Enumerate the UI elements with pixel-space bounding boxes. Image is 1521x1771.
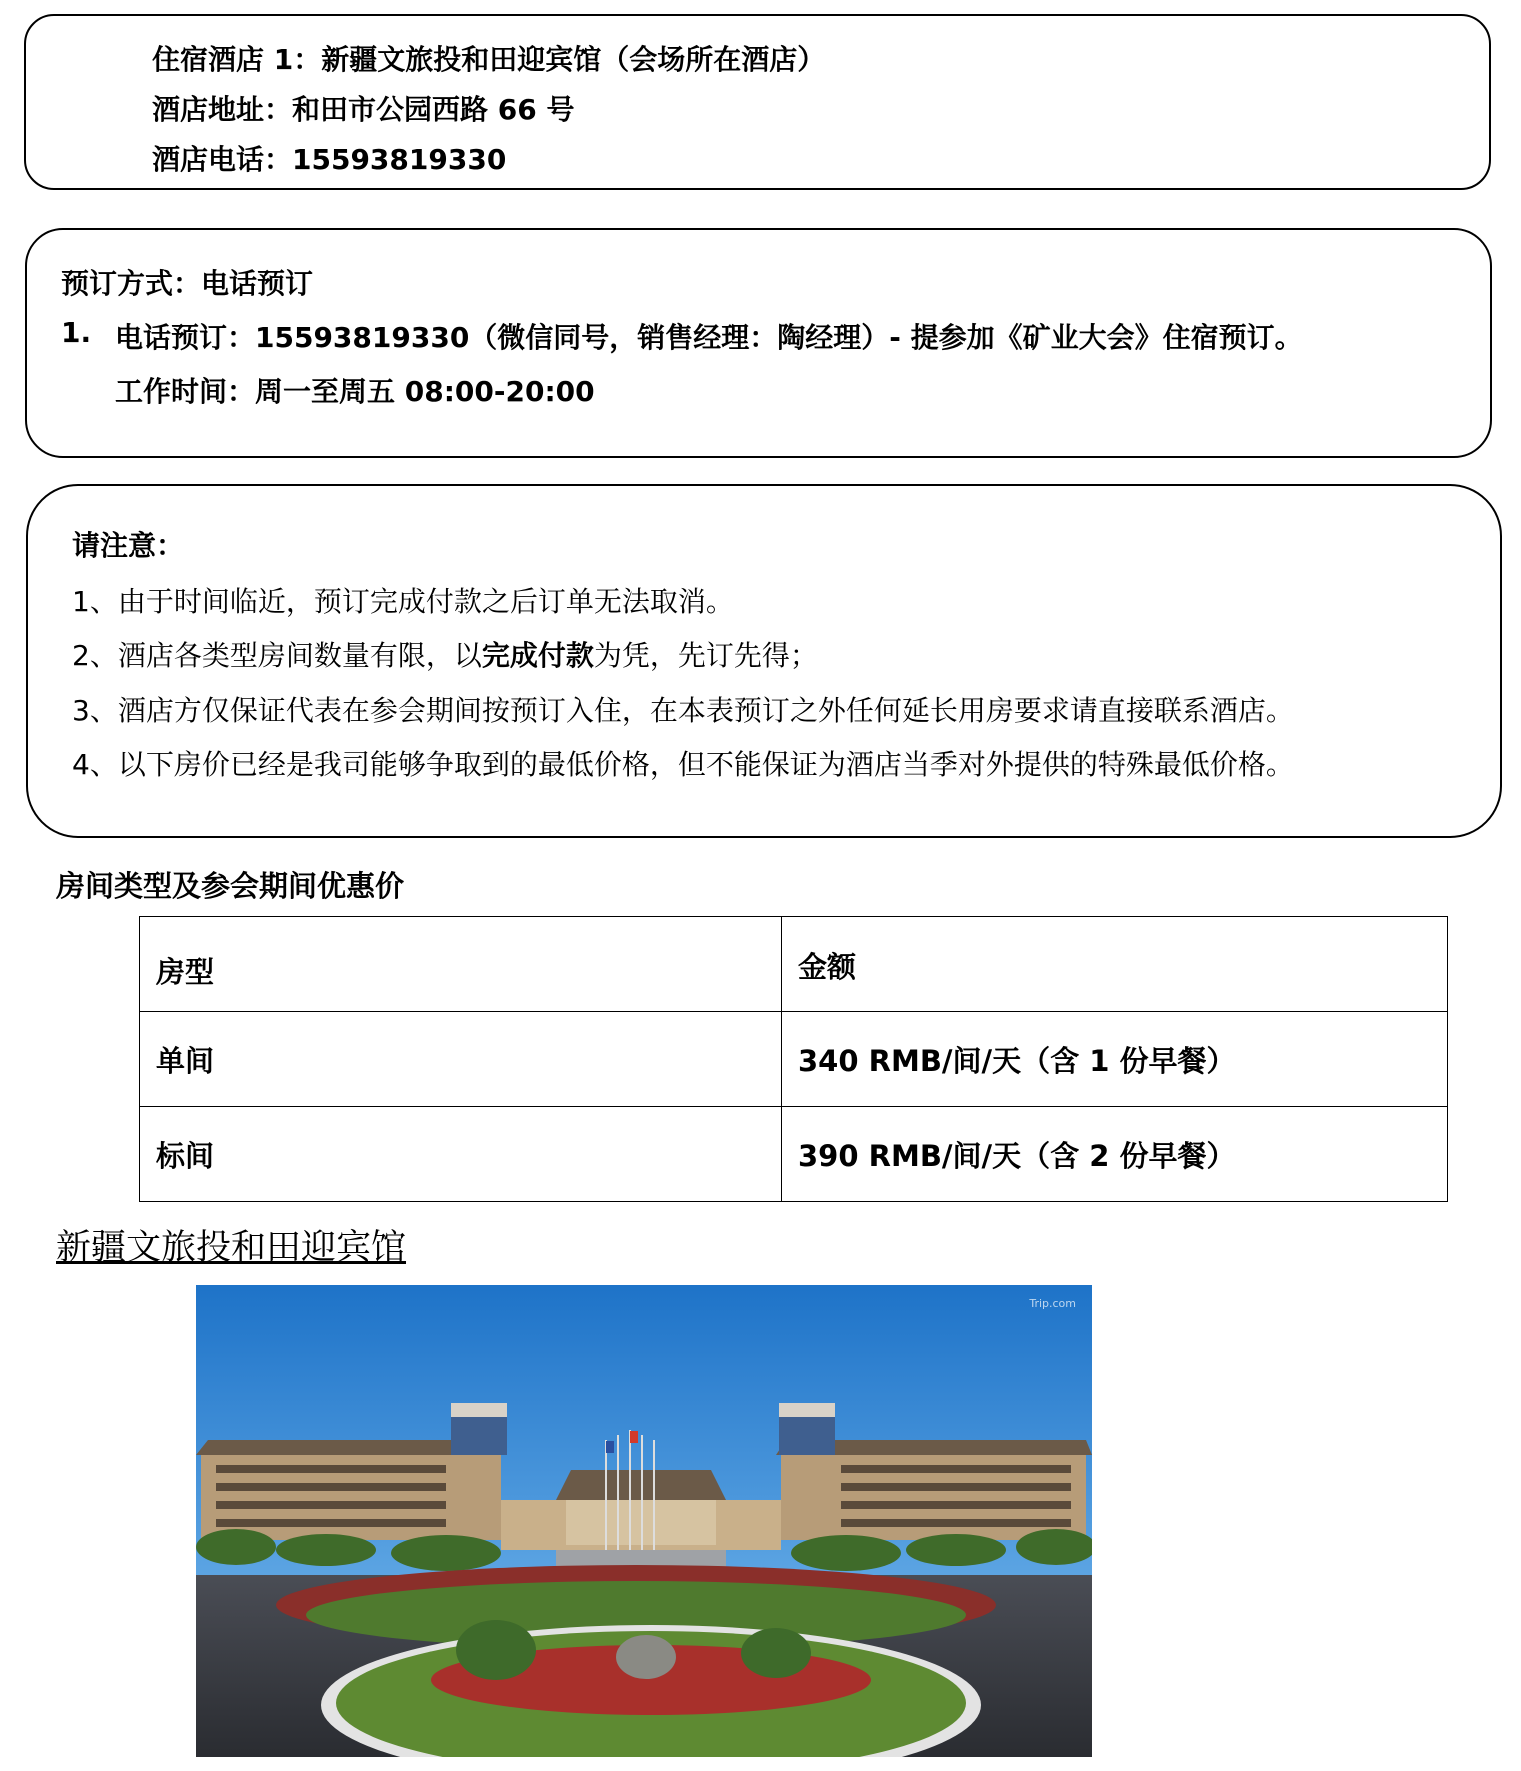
booking-phone-line: 电话预订：15593819330（微信同号，销售经理：陶经理）- 提参加《矿业大会》住宿预订。 <box>115 321 1303 354</box>
room-price-cell: 340 RMB/间/天（含 1 份早餐） <box>782 1012 1448 1107</box>
hotel-building-photo <box>196 1285 1092 1757</box>
booking-hours-line: 工作时间：周一至周五 08:00-20:00 <box>115 375 595 408</box>
hotel-phone-line: 酒店电话：15593819330 <box>152 143 507 176</box>
notice-item-2-pre: 2、酒店各类型房间数量有限，以 <box>72 639 482 672</box>
room-price-table <box>139 916 1448 1202</box>
hotel-address-line: 酒店地址：和田市公园西路 66 号 <box>152 93 575 126</box>
notice-item-2 <box>72 634 818 674</box>
notice-item-2-bold: 完成付款 <box>481 639 594 672</box>
notice-item-3: 3、酒店方仅保证代表在参会期间按预订入住，在本表预订之外任何延长用房要求请直接联系酒店。 <box>72 694 1294 727</box>
header-room-type: 房型 <box>140 917 782 1012</box>
table-row <box>140 1012 1448 1107</box>
table-row <box>140 1107 1448 1202</box>
room-type-cell: 标间 <box>140 1107 782 1202</box>
room-price-cell: 390 RMB/间/天（含 2 份早餐） <box>782 1107 1448 1202</box>
notice-item-1: 1、由于时间临近，预订完成付款之后订单无法取消。 <box>72 585 734 618</box>
table-header-row <box>140 917 1448 1012</box>
header-price: 金额 <box>782 917 1448 1012</box>
booking-method-title: 预订方式：电话预订 <box>61 267 314 300</box>
hotel-photo-icon <box>196 1285 1092 1757</box>
room-section-title: 房间类型及参会期间优惠价 <box>56 869 405 903</box>
hotel-name-link[interactable]: 新疆文旅投和田迎宾馆 <box>56 1228 407 1268</box>
notice-item-2-post: 为凭，先订先得； <box>593 639 818 672</box>
hotel-name-line: 住宿酒店 1：新疆文旅投和田迎宾馆（会场所在酒店） <box>152 43 826 76</box>
photo-watermark: Trip.com <box>1029 1297 1076 1310</box>
booking-item-number: 1. <box>61 316 92 349</box>
notice-item-4: 4、以下房价已经是我司能够争取到的最低价格，但不能保证为酒店当季对外提供的特殊最低价格。 <box>72 748 1294 781</box>
notice-title: 请注意： <box>72 529 185 562</box>
room-type-cell: 单间 <box>140 1012 782 1107</box>
